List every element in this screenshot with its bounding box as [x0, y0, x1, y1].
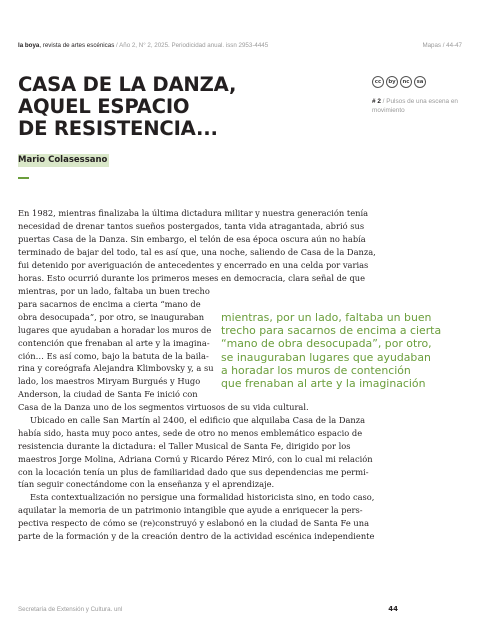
body-line: mientras, por un lado, faltaba un buen trecho	[18, 286, 210, 296]
title-line: DE RESISTENCIA...	[18, 117, 218, 140]
body-line: lugares que ayudaban a horadar los muros de	[18, 324, 212, 335]
body-line: Esta contextualización no persigue una formalidad historicista sino, en todo caso,	[30, 492, 375, 503]
title-line: AQUEL ESPACIO	[18, 95, 190, 118]
section-name: / Pulsos de una escena en movimiento	[372, 98, 458, 114]
pullquote-line: se inauguraban lugares que ayudaban	[221, 350, 431, 364]
body-line: ción… Es así como, bajo la batuta de la baila-	[18, 350, 209, 361]
body-line: con la locación tenía un plus de familiaridad dado que sus dependencias me permi-	[18, 466, 369, 477]
section-tag	[372, 97, 464, 115]
body-line: obra desocupada”, por otro, se inauguraban	[18, 311, 205, 322]
running-header	[18, 42, 462, 54]
body-line: aquilatar la memoria de un patrimonio intangible que ayude a enriquecer la pers-	[18, 505, 363, 516]
body-line: parte de la formación y de la creación dentro de la actividad escénica independiente	[18, 531, 375, 542]
body-line: Anderson, la ciudad de Santa Fe inició con	[18, 389, 198, 400]
page-number: 44	[388, 605, 398, 613]
body-line: Casa de la Danza uno de los segmentos virtuosos de su vida cultural.	[18, 402, 309, 412]
body-line: rina y coreógrafa Alejandra Klimbovsky y, a su	[18, 363, 214, 374]
creative-commons-license[interactable]	[372, 76, 426, 88]
body-line: puertas Casa de la Danza. Sin embargo, el telón de esa época oscura aún no había	[18, 233, 366, 244]
noncommercial-icon: nc	[400, 76, 412, 88]
body-line: fui detenido por averiguación de antecedentes y encerrado en una celda por varias	[18, 259, 369, 270]
pullquote-line: que frenaban al arte y la imaginación	[221, 377, 426, 391]
body-line: lado, los maestros Miryam Burgués y Hugo	[18, 376, 201, 387]
pullquote-line: “mano de obra desocupada”, por otro,	[221, 337, 432, 351]
pullquote-line: trecho para sacarnos de encima a cierta	[221, 324, 442, 338]
section-number: # 2	[372, 98, 381, 105]
pullquote-line: mientras, por un lado, faltaba un buen	[221, 311, 432, 324]
body-line: maestros Jorge Molina, Adriana Cornú y Ricardo Pérez Miró, con lo cual mi relación	[18, 453, 373, 464]
pullquote-line: a horadar los muros de contención	[221, 363, 411, 377]
body-paragraph-continued	[18, 401, 462, 543]
footer-institution: Secretaría de Extensión y Cultura. unl	[18, 606, 123, 613]
body-line: horas. Esto ocurrió durante los primeros meses en democracia, clara señal de que	[18, 272, 366, 283]
sharealike-icon: sa	[414, 76, 426, 88]
body-line: contención que frenaban al arte y la imagina-	[18, 337, 210, 348]
body-line: para sacarnos de encima a cierta “mano de	[18, 298, 201, 309]
article-title	[18, 74, 348, 140]
body-line: terminado de bajar del todo, tal es así que, una noche, saliendo de Casa de la Danza,	[18, 246, 376, 257]
journal-name: la boya	[18, 42, 40, 49]
author-name: Mario Colasessano	[18, 155, 108, 165]
body-column-wrap	[18, 285, 218, 401]
journal-description: , revista de artes escénicas	[39, 42, 115, 49]
body-line: Ubicado en calle San Martín al 2400, el edificio que alquilaba Casa de la Danza	[30, 414, 366, 425]
author-divider	[18, 177, 29, 179]
pull-quote	[221, 311, 467, 390]
journal-citation	[18, 42, 268, 49]
journal-meta: / Año 2, N° 2, 2025. Periodicidad anual. issn 2953-4445	[114, 42, 269, 49]
body-line: tían seguir conectándome con la enseñanza y el aprendizaje.	[18, 479, 275, 490]
section-pages: Mapas / 44-47	[422, 42, 462, 49]
title-line: CASA DE LA DANZA,	[18, 73, 237, 96]
body-line: pectiva respecto de cómo se (re)construyó y eslabonó en la ciudad de Santa Fe una	[18, 518, 370, 529]
body-line: había sido, hasta muy poco antes, sede de otro no menos emblemático espacio de	[18, 427, 363, 438]
attribution-icon: by	[386, 76, 398, 88]
body-paragraph-intro	[18, 207, 462, 284]
body-line: resistencia durante la dictadura: el Taller Musical de Santa Fe, dirigido por los	[18, 440, 351, 451]
cc-icon: cc	[372, 76, 384, 88]
body-line: En 1982, mientras finalizaba la última dictadura militar y nuestra generación tenía	[18, 208, 369, 218]
body-line: necesidad de drenar tantos sueños postergados, tanta vida atragantada, abrió sus	[18, 220, 365, 231]
